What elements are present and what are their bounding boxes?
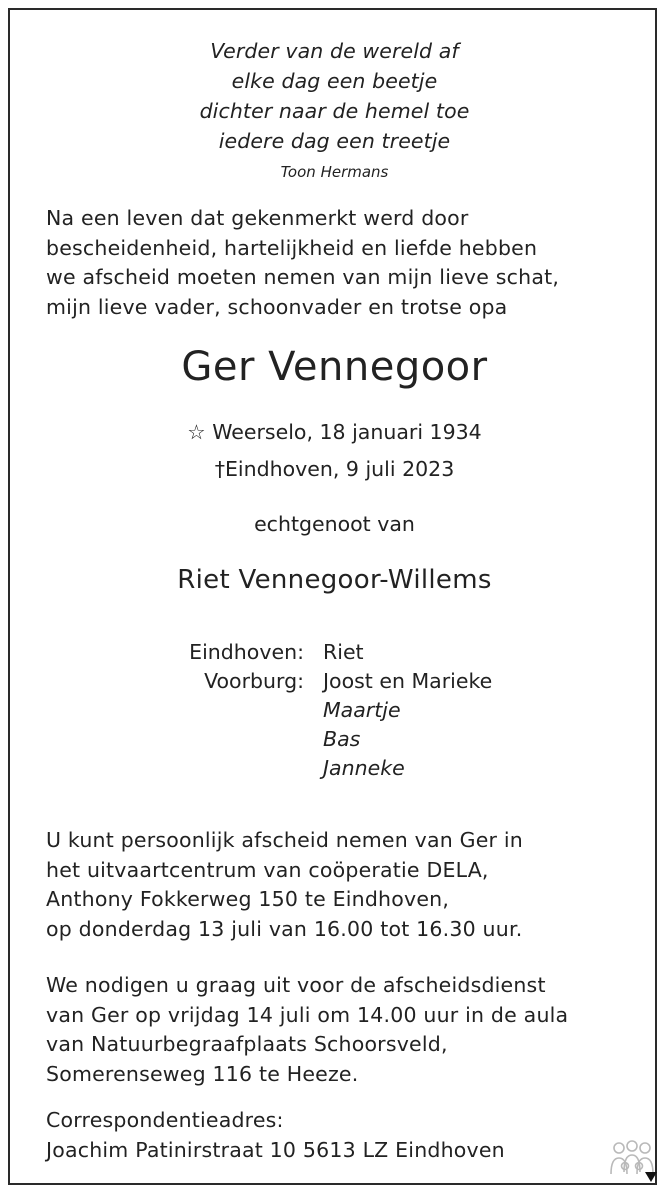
poem-line: iedere dag een treetje [218, 129, 451, 153]
intro-text [46, 204, 559, 322]
service-text [46, 971, 568, 1089]
correspondence [46, 1106, 505, 1165]
spouse-name: Riet Vennegoor-Willems [177, 565, 492, 595]
grandchild-name: Janneke [323, 756, 405, 780]
death-line [0, 457, 669, 481]
family-names: Joost en Marieke [323, 669, 493, 693]
deceased-name: Ger Vennegoor [181, 344, 488, 390]
intro-line: mijn lieve vader, schoonvader en trotse opa [46, 294, 508, 319]
service-line: van Ger op vrijdag 14 juli om 14.00 uur in de aula [46, 1002, 569, 1027]
star-icon: ☆ [187, 420, 206, 444]
family-place: Eindhoven: [189, 640, 304, 664]
intro-line: Na een leven dat gekenmerkt werd door [46, 206, 469, 230]
birth-date: Weerselo, 18 januari 1934 [212, 420, 482, 444]
correspondence-address: Joachim Patinirstraat 10 5613 LZ Eindhoven [46, 1137, 505, 1162]
visitation-line: op donderdag 13 juli van 16.00 tot 16.30 uur. [46, 916, 523, 941]
poem-line: elke dag een beetje [231, 69, 438, 93]
poem-line: dichter naar de hemel toe [199, 99, 470, 123]
correspondence-label: Correspondentieadres: [46, 1108, 284, 1132]
service-line: We nodigen u graag uit voor de afscheidsdienst [46, 973, 546, 997]
grandchild-name: Maartje [323, 698, 401, 722]
service-line: van Natuurbegraafplaats Schoorsveld, [46, 1032, 448, 1056]
visitation-line: Anthony Fokkerweg 150 te Eindhoven, [46, 887, 450, 911]
spouse-relation: echtgenoot van [254, 512, 415, 536]
visitation-line: het uitvaartcentrum van coöperatie DELA, [46, 857, 489, 882]
death-date: Eindhoven, 9 juli 2023 [224, 457, 455, 481]
family-names: Riet [323, 640, 364, 664]
down-arrow-icon[interactable] [645, 1172, 657, 1182]
poem-line: Verder van de wereld af [210, 39, 459, 63]
poem [0, 36, 669, 156]
cross-icon: † [214, 457, 225, 481]
visitation-text [46, 826, 523, 944]
birth-line [0, 420, 669, 444]
intro-line: bescheidenheid, hartelijkheid en liefde hebben [46, 235, 538, 260]
poem-author: Toon Hermans [280, 163, 389, 181]
visitation-line: U kunt persoonlijk afscheid nemen van Ger in [46, 828, 523, 852]
family-place: Voorburg: [204, 669, 304, 693]
intro-line: we afscheid moeten nemen van mijn lieve schat, [46, 265, 560, 289]
service-line: Somerenseweg 116 te Heeze. [46, 1061, 359, 1086]
grandchild-name: Bas [323, 727, 361, 751]
